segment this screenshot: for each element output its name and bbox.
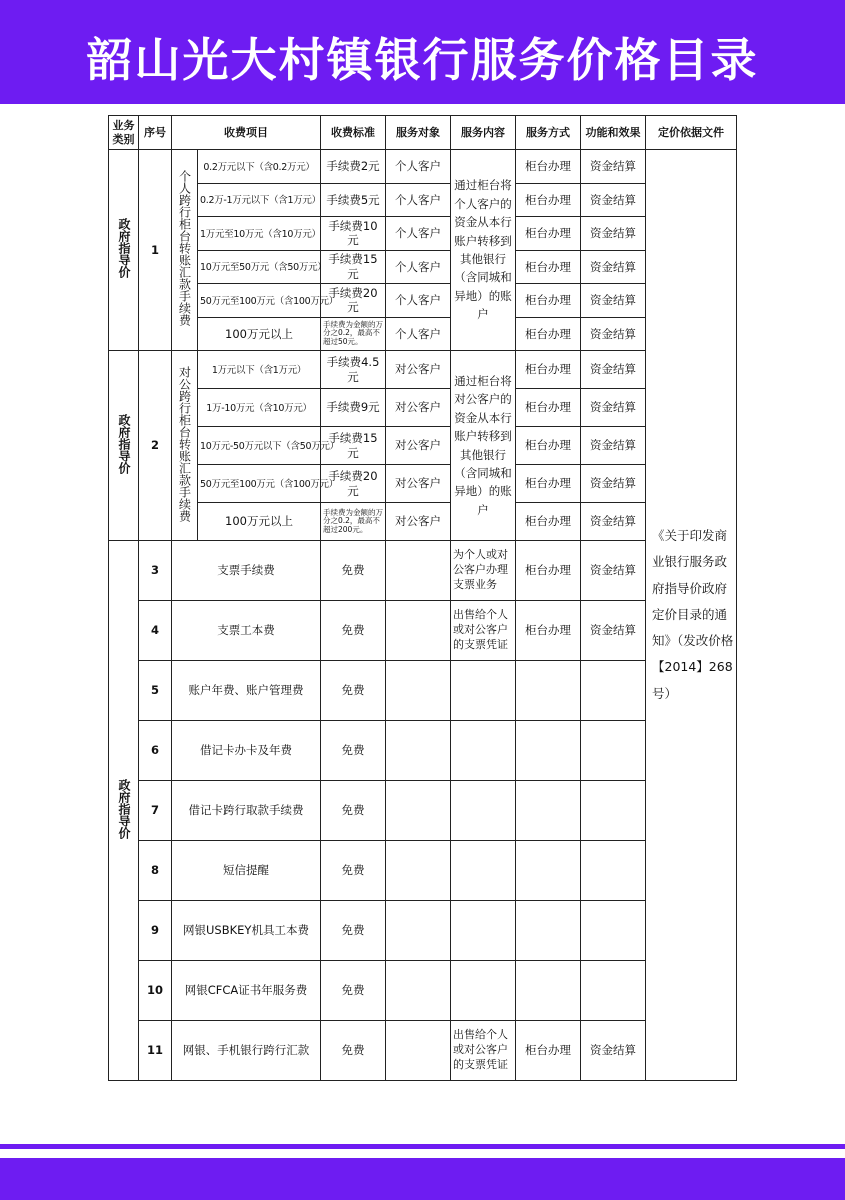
- target-cell: 个人客户: [386, 284, 451, 318]
- item-cell: 1万元以下（含1万元）: [198, 351, 321, 389]
- footer-band: [0, 1158, 845, 1200]
- target-cell: 对公客户: [386, 427, 451, 465]
- price-table-container: [108, 115, 736, 1081]
- target-cell: [386, 841, 451, 901]
- table-row: [109, 781, 737, 841]
- effect-cell: 资金结算: [581, 351, 646, 389]
- item-cell: 借记卡跨行取款手续费: [172, 781, 321, 841]
- row-number: 11: [139, 1021, 172, 1081]
- effect-cell: 资金结算: [581, 389, 646, 427]
- subtitle-cell: [172, 150, 198, 351]
- row-number: 3: [139, 541, 172, 601]
- item-cell: 100万元以上: [198, 503, 321, 541]
- item-cell: 50万元至100万元（含100万元）: [198, 465, 321, 503]
- target-cell: [386, 541, 451, 601]
- effect-cell: [581, 961, 646, 1021]
- row-number: 2: [139, 351, 172, 541]
- table-row: [109, 427, 737, 465]
- target-cell: 个人客户: [386, 183, 451, 217]
- item-cell: 0.2万-1万元以下（含1万元）: [198, 183, 321, 217]
- category-label: 政府指导价: [117, 218, 131, 279]
- item-cell: 借记卡办卡及年费: [172, 721, 321, 781]
- item-cell: 账户年费、账户管理费: [172, 661, 321, 721]
- target-cell: 个人客户: [386, 217, 451, 251]
- item-cell: 1万元至10万元（含10万元）: [198, 217, 321, 251]
- table-row: [109, 1021, 737, 1081]
- method-cell: 柜台办理: [516, 389, 581, 427]
- target-cell: [386, 1021, 451, 1081]
- header-item: 收费项目: [172, 116, 321, 150]
- category-label: 政府指导价: [117, 413, 131, 474]
- content-cell: 出售给个人或对公客户的支票凭证: [451, 601, 516, 661]
- content-cell: 出售给个人或对公客户的支票凭证: [451, 1021, 516, 1081]
- standard-cell: 手续费15元: [321, 427, 386, 465]
- content-cell: [451, 721, 516, 781]
- effect-cell: [581, 661, 646, 721]
- effect-cell: 资金结算: [581, 541, 646, 601]
- standard-cell: 免费: [321, 841, 386, 901]
- standard-cell: 免费: [321, 661, 386, 721]
- content-cell: [451, 781, 516, 841]
- table-row: [109, 503, 737, 541]
- table-row: [109, 183, 737, 217]
- target-cell: 对公客户: [386, 389, 451, 427]
- standard-cell: 免费: [321, 721, 386, 781]
- content-cell: 通过柜台将个人客户的资金从本行账户转移到其他银行（含同城和异地）的账户: [451, 150, 516, 351]
- row-number: 4: [139, 601, 172, 661]
- item-cell: 支票工本费: [172, 601, 321, 661]
- header-row: [109, 116, 737, 150]
- method-cell: 柜台办理: [516, 1021, 581, 1081]
- header-basis: 定价依据文件: [646, 116, 737, 150]
- content-cell: 通过柜台将对公客户的资金从本行账户转移到其他银行（含同城和异地）的账户: [451, 351, 516, 541]
- content-cell: 为个人或对公客户办理支票业务: [451, 541, 516, 601]
- content-cell: [451, 901, 516, 961]
- method-cell: 柜台办理: [516, 427, 581, 465]
- standard-cell: 免费: [321, 1021, 386, 1081]
- method-cell: 柜台办理: [516, 503, 581, 541]
- header-effect: 功能和效果: [581, 116, 646, 150]
- standard-cell: 手续费为金额的万分之0.2，最高不超过50元。: [321, 317, 386, 351]
- footer-divider: [0, 1144, 845, 1149]
- header-content: 服务内容: [451, 116, 516, 150]
- item-cell: 100万元以上: [198, 317, 321, 351]
- subtitle-label: 对公跨行柜台转账汇款手续费: [177, 365, 192, 522]
- target-cell: [386, 721, 451, 781]
- method-cell: 柜台办理: [516, 183, 581, 217]
- basis-text: 《关于印发商业银行服务政府指导价政府定价目录的通知》（发改价格【2014】268号）: [652, 528, 734, 701]
- standard-cell: 手续费4.5元: [321, 351, 386, 389]
- table-row: [109, 351, 737, 389]
- page-title: 韶山光大村镇银行服务价格目录: [86, 33, 759, 87]
- method-cell: 柜台办理: [516, 317, 581, 351]
- method-cell: 柜台办理: [516, 150, 581, 184]
- method-cell: 柜台办理: [516, 217, 581, 251]
- standard-cell: 手续费9元: [321, 389, 386, 427]
- table-row: [109, 961, 737, 1021]
- effect-cell: 资金结算: [581, 250, 646, 284]
- table-row: [109, 541, 737, 601]
- row-number: 6: [139, 721, 172, 781]
- item-cell: 50万元至100万元（含100万元）: [198, 284, 321, 318]
- header-category: 业务类别: [109, 116, 139, 150]
- target-cell: [386, 601, 451, 661]
- item-cell: 10万元-50万元以下（含50万元）: [198, 427, 321, 465]
- row-number: 8: [139, 841, 172, 901]
- method-cell: [516, 961, 581, 1021]
- method-cell: [516, 661, 581, 721]
- basis-cell: [646, 150, 737, 1081]
- effect-cell: 资金结算: [581, 601, 646, 661]
- standard-cell: 免费: [321, 781, 386, 841]
- effect-cell: [581, 841, 646, 901]
- effect-cell: 资金结算: [581, 427, 646, 465]
- standard-cell: 手续费15元: [321, 250, 386, 284]
- header-method: 服务方式: [516, 116, 581, 150]
- table-row: [109, 721, 737, 781]
- category-cell: [109, 150, 139, 351]
- method-cell: [516, 781, 581, 841]
- content-cell: [451, 661, 516, 721]
- standard-cell: 免费: [321, 601, 386, 661]
- row-number: 1: [139, 150, 172, 351]
- content-cell: [451, 841, 516, 901]
- item-cell: 短信提醒: [172, 841, 321, 901]
- standard-cell: 手续费5元: [321, 183, 386, 217]
- effect-cell: 资金结算: [581, 217, 646, 251]
- effect-cell: 资金结算: [581, 1021, 646, 1081]
- method-cell: 柜台办理: [516, 351, 581, 389]
- target-cell: 对公客户: [386, 351, 451, 389]
- target-cell: [386, 901, 451, 961]
- method-cell: [516, 721, 581, 781]
- effect-cell: [581, 781, 646, 841]
- item-cell: 网银USBKEY机具工本费: [172, 901, 321, 961]
- effect-cell: 资金结算: [581, 183, 646, 217]
- item-cell: 支票手续费: [172, 541, 321, 601]
- effect-cell: 资金结算: [581, 317, 646, 351]
- target-cell: 对公客户: [386, 503, 451, 541]
- table-row: [109, 250, 737, 284]
- table-row: [109, 389, 737, 427]
- effect-cell: 资金结算: [581, 150, 646, 184]
- subtitle-cell: [172, 351, 198, 541]
- standard-cell: 手续费20元: [321, 465, 386, 503]
- method-cell: 柜台办理: [516, 250, 581, 284]
- table-row: [109, 317, 737, 351]
- effect-cell: [581, 901, 646, 961]
- row-number: 9: [139, 901, 172, 961]
- table-row: [109, 601, 737, 661]
- effect-cell: 资金结算: [581, 284, 646, 318]
- method-cell: 柜台办理: [516, 601, 581, 661]
- method-cell: [516, 901, 581, 961]
- content-cell: [451, 961, 516, 1021]
- item-cell: 1万-10万元（含10万元）: [198, 389, 321, 427]
- table-row: [109, 465, 737, 503]
- standard-cell: 免费: [321, 541, 386, 601]
- header-no: 序号: [139, 116, 172, 150]
- target-cell: 个人客户: [386, 250, 451, 284]
- target-cell: 个人客户: [386, 317, 451, 351]
- table-row: [109, 284, 737, 318]
- standard-cell: 免费: [321, 901, 386, 961]
- method-cell: 柜台办理: [516, 284, 581, 318]
- row-number: 5: [139, 661, 172, 721]
- category-label: 政府指导价: [117, 778, 131, 839]
- category-cell: [109, 351, 139, 541]
- category-cell: [109, 541, 139, 1081]
- target-cell: [386, 781, 451, 841]
- target-cell: 个人客户: [386, 150, 451, 184]
- effect-cell: 资金结算: [581, 503, 646, 541]
- table-row: [109, 841, 737, 901]
- standard-cell: 手续费20元: [321, 284, 386, 318]
- price-table: [108, 115, 737, 1081]
- table-row: [109, 901, 737, 961]
- table-row: [109, 150, 737, 184]
- method-cell: 柜台办理: [516, 465, 581, 503]
- standard-cell: 免费: [321, 961, 386, 1021]
- row-number: 10: [139, 961, 172, 1021]
- item-cell: 10万元至50万元（含50万元）: [198, 250, 321, 284]
- standard-cell: 手续费10元: [321, 217, 386, 251]
- table-row: [109, 217, 737, 251]
- item-cell: 0.2万元以下（含0.2万元）: [198, 150, 321, 184]
- method-cell: [516, 841, 581, 901]
- row-number: 7: [139, 781, 172, 841]
- item-cell: 网银、手机银行跨行汇款: [172, 1021, 321, 1081]
- standard-cell: 手续费为金额的万分之0.2，最高不超过200元。: [321, 503, 386, 541]
- subtitle-label: 个人跨行柜台转账汇款手续费: [177, 170, 192, 327]
- item-cell: 网银CFCA证书年服务费: [172, 961, 321, 1021]
- table-row: [109, 661, 737, 721]
- method-cell: 柜台办理: [516, 541, 581, 601]
- effect-cell: 资金结算: [581, 465, 646, 503]
- target-cell: [386, 961, 451, 1021]
- header-target: 服务对象: [386, 116, 451, 150]
- header-standard: 收费标准: [321, 116, 386, 150]
- effect-cell: [581, 721, 646, 781]
- target-cell: [386, 661, 451, 721]
- standard-cell: 手续费2元: [321, 150, 386, 184]
- target-cell: 对公客户: [386, 465, 451, 503]
